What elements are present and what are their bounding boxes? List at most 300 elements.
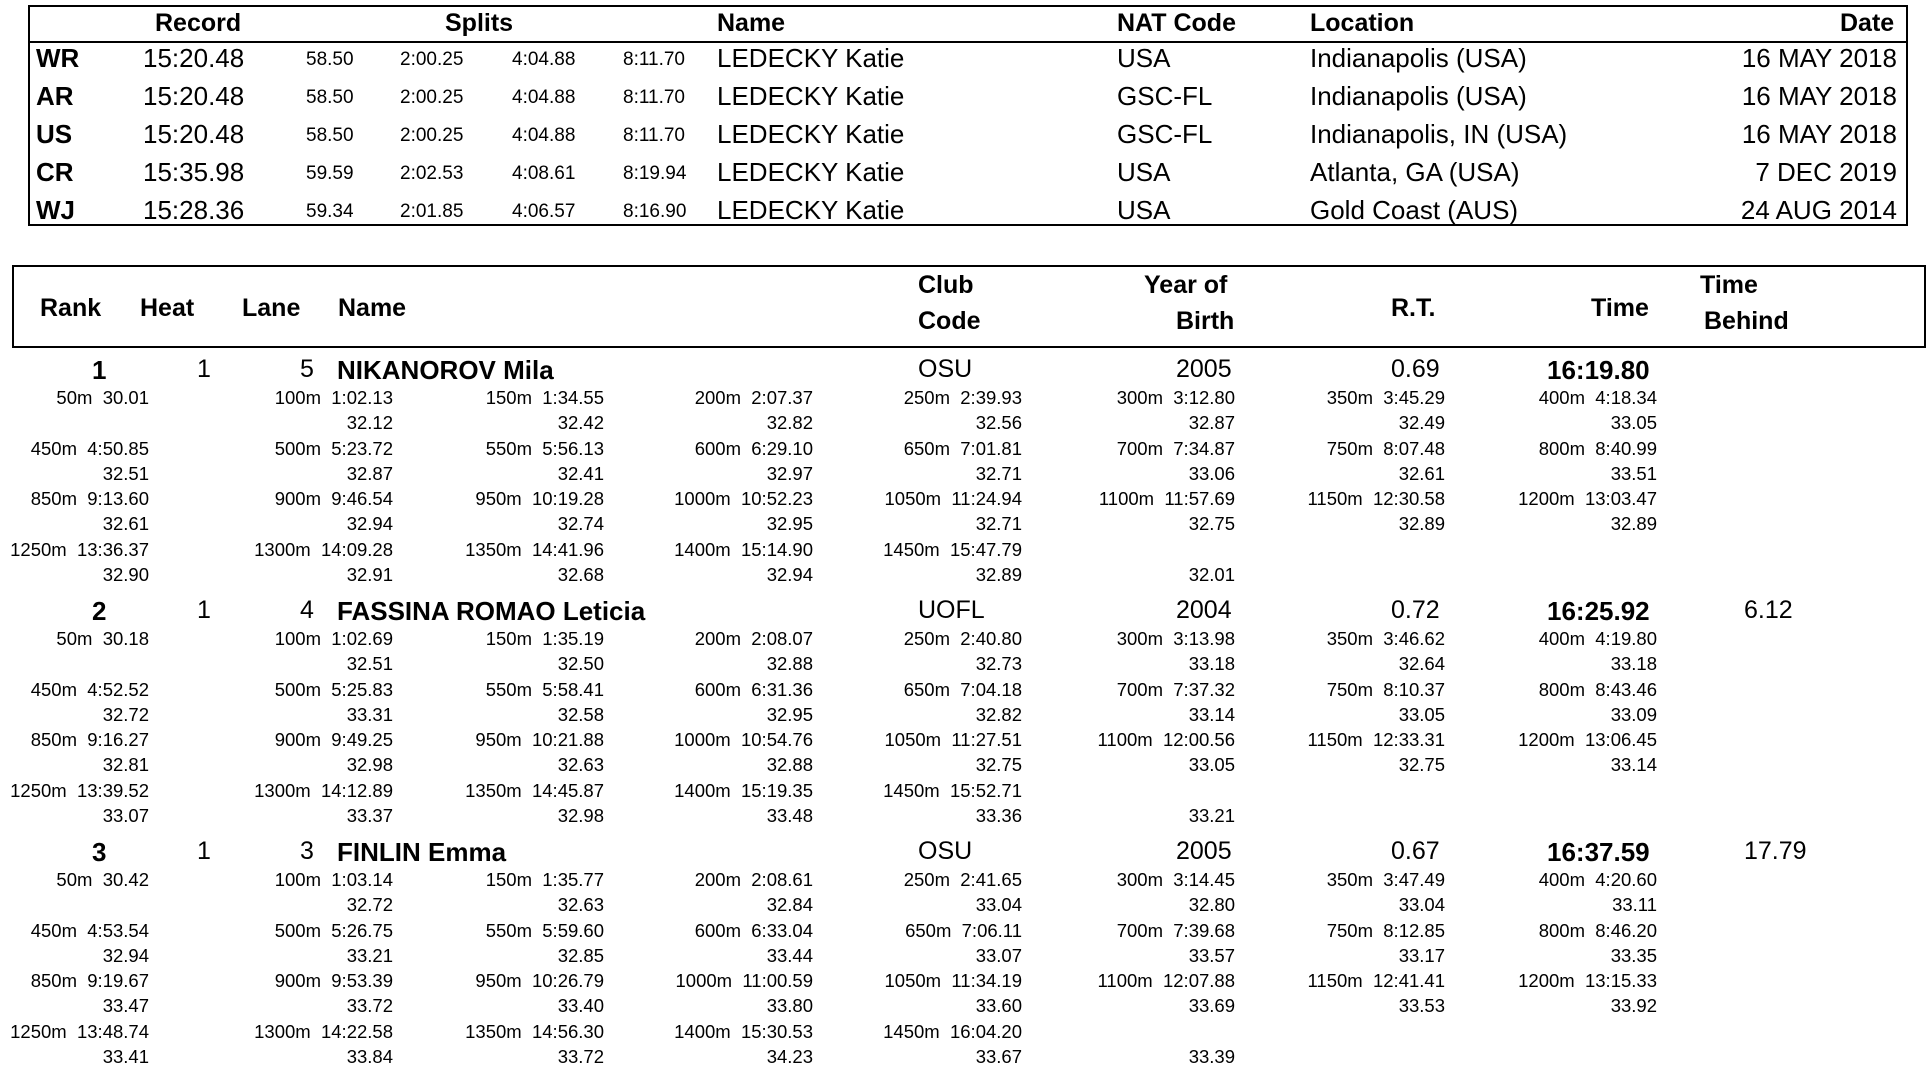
split-increment: 33.48: [766, 804, 813, 826]
record-split: 2:01.85: [400, 201, 464, 222]
results-header-heat: Heat: [140, 294, 195, 322]
split-time: 1:35.77: [542, 869, 604, 890]
split-cumulative: [0, 630, 149, 649]
split-distance: 1300m: [254, 538, 311, 560]
split-increment: 32.73: [975, 653, 1022, 674]
split-cumulative: [1005, 678, 1235, 700]
split-distance: 1050m: [884, 488, 942, 509]
swimmer-yob: 2005: [1176, 837, 1232, 865]
split-cumulative: [163, 972, 393, 991]
split-cumulative: [374, 437, 604, 459]
split-time: 14:09.28: [320, 538, 393, 560]
split-increment: 33.04: [975, 894, 1022, 915]
split-increment: 33.21: [346, 944, 393, 966]
split-distance: 200m: [694, 628, 741, 649]
split-increment: 33.31: [346, 703, 393, 725]
split-time: 15:19.35: [740, 779, 813, 801]
split-distance: 600m: [694, 437, 741, 459]
split-time: 30.01: [102, 387, 149, 408]
split-distance: 1400m: [674, 538, 731, 560]
split-time: 7:37.32: [1173, 678, 1235, 700]
split-distance: 650m: [903, 437, 950, 459]
split-distance: 100m: [274, 628, 321, 649]
split-distance: 550m: [485, 919, 532, 941]
split-time: 10:26.79: [531, 970, 604, 991]
split-distance: 250m: [903, 628, 950, 649]
record-date: 16 MAY 2018: [1741, 119, 1897, 149]
split-time: 9:13.60: [87, 488, 149, 509]
split-increment: 32.91: [346, 563, 393, 585]
records-header-nat-code: NAT Code: [1117, 9, 1236, 37]
split-increment: 33.05: [1398, 703, 1445, 725]
split-cumulative: [792, 389, 1022, 408]
split-distance: 150m: [485, 387, 532, 408]
split-cumulative: [1427, 490, 1657, 509]
split-distance: 1450m: [883, 538, 940, 560]
split-distance: 450m: [30, 437, 77, 459]
split-increment: 32.75: [1398, 754, 1445, 775]
swimmer-rank: 3: [92, 837, 107, 867]
split-distance: 50m: [56, 387, 93, 408]
split-increment: 32.88: [766, 653, 813, 674]
split-increment: 33.37: [346, 804, 393, 826]
split-cumulative: [792, 437, 1022, 459]
split-increment: 33.44: [766, 944, 813, 966]
split-time: 11:34.19: [951, 970, 1022, 991]
split-time: 14:22.58: [320, 1020, 393, 1042]
split-cumulative: [163, 538, 393, 560]
record-split: 8:19.94: [623, 163, 687, 184]
split-cumulative: [1005, 1023, 1235, 1042]
split-distance: 750m: [1326, 678, 1373, 700]
split-time: 8:40.99: [1595, 437, 1657, 459]
split-cumulative: [1215, 437, 1445, 459]
record-time: 15:20.48: [143, 81, 245, 111]
split-increment: 33.05: [1610, 412, 1657, 433]
split-cumulative: [0, 678, 149, 700]
split-time: 15:47.79: [949, 538, 1022, 560]
split-increment: 33.51: [1610, 462, 1657, 484]
record-code: US: [36, 119, 73, 149]
split-increment: 33.06: [1188, 462, 1235, 484]
split-distance: 750m: [1326, 919, 1373, 941]
swimmer-name: NIKANOROV Mila: [337, 355, 554, 385]
record-nat-code: USA: [1117, 195, 1171, 225]
split-time: 7:06.11: [961, 919, 1022, 941]
split-increment: 32.81: [102, 754, 149, 775]
record-split: 8:11.70: [623, 125, 685, 146]
swimmer-name: FINLIN Emma: [337, 837, 507, 867]
results-header-club-line1: Club: [918, 271, 974, 299]
split-cumulative: [374, 678, 604, 700]
split-time: 4:20.60: [1595, 869, 1657, 890]
split-cumulative: [163, 490, 393, 509]
record-code: AR: [36, 81, 74, 111]
split-time: 6:33.04: [751, 919, 813, 941]
split-cumulative: [1005, 389, 1235, 408]
split-cumulative: [0, 779, 149, 801]
record-split: 59.34: [306, 201, 354, 222]
record-holder-name: LEDECKY Katie: [717, 119, 905, 149]
split-distance: 1400m: [674, 1020, 731, 1042]
split-distance: 1400m: [674, 779, 731, 801]
swimmer-club: OSU: [918, 837, 973, 865]
split-distance: 650m: [905, 919, 952, 941]
split-increment: 32.42: [557, 412, 604, 433]
records-header-name: Name: [717, 9, 786, 37]
split-time: 12:00.56: [1162, 729, 1235, 750]
split-time: 14:56.30: [531, 1020, 604, 1042]
split-time: 3:47.49: [1383, 869, 1445, 890]
split-distance: 1100m: [1097, 970, 1153, 991]
split-distance: 1000m: [674, 729, 731, 750]
split-distance: 350m: [1326, 628, 1373, 649]
split-cumulative: [1005, 972, 1235, 991]
swimmer-reaction-time: 0.69: [1391, 355, 1440, 383]
results-header-behind-line1: Time: [1700, 271, 1758, 299]
split-cumulative: [0, 731, 149, 750]
record-holder-name: LEDECKY Katie: [717, 195, 905, 225]
split-increment: 32.61: [102, 513, 149, 534]
record-split: 2:00.25: [400, 87, 464, 108]
split-increment: 32.98: [346, 754, 393, 775]
results-header-yob-line1: Year of: [1144, 271, 1228, 299]
swimmer-yob: 2004: [1176, 596, 1232, 624]
record-code: CR: [36, 157, 74, 187]
split-time: 30.18: [102, 628, 149, 649]
split-distance: 200m: [694, 869, 741, 890]
split-distance: 400m: [1538, 628, 1585, 649]
split-time: 7:39.68: [1173, 919, 1235, 941]
split-time: 10:21.88: [531, 729, 604, 750]
split-distance: 550m: [485, 678, 532, 700]
split-increment: 33.18: [1188, 653, 1235, 674]
swimmer-lane: 3: [300, 837, 314, 865]
record-location: Indianapolis, IN (USA): [1310, 119, 1568, 149]
split-distance: 500m: [274, 919, 321, 941]
records-header-divider: [28, 41, 1908, 43]
split-distance: 450m: [30, 678, 77, 700]
split-increment: 33.07: [102, 804, 149, 826]
split-distance: 1350m: [465, 1020, 522, 1042]
split-cumulative: [0, 437, 149, 459]
split-increment: 32.90: [102, 563, 149, 585]
split-cumulative: [1215, 731, 1445, 750]
split-time: 12:41.41: [1372, 970, 1445, 991]
record-time: 15:35.98: [143, 157, 245, 187]
split-cumulative: [163, 389, 393, 408]
split-cumulative: [1215, 972, 1445, 991]
split-time: 14:41.96: [531, 538, 604, 560]
split-time: 13:03.47: [1584, 488, 1657, 509]
split-distance: 950m: [475, 729, 522, 750]
split-time: 4:19.80: [1595, 628, 1657, 649]
split-distance: 1100m: [1097, 729, 1153, 750]
split-cumulative: [1215, 678, 1445, 700]
record-split: 4:06.57: [512, 201, 576, 222]
split-distance: 1250m: [10, 779, 67, 801]
split-time: 13:06.45: [1584, 729, 1657, 750]
split-increment: 33.35: [1610, 944, 1657, 966]
split-distance: 100m: [274, 387, 321, 408]
split-cumulative: [1215, 389, 1445, 408]
split-cumulative: [583, 1020, 813, 1042]
split-cumulative: [163, 779, 393, 801]
split-distance: 200m: [694, 387, 741, 408]
split-time: 11:24.94: [951, 488, 1022, 509]
results-header-rank: Rank: [40, 294, 102, 322]
split-time: 12:07.88: [1162, 970, 1235, 991]
split-time: 12:30.58: [1372, 488, 1445, 509]
split-distance: 300m: [1116, 869, 1163, 890]
split-time: 2:08.07: [751, 628, 813, 649]
record-nat-code: USA: [1117, 157, 1171, 187]
split-cumulative: [583, 871, 813, 890]
split-time: 1:35.19: [542, 628, 604, 649]
split-increment: 33.67: [975, 1045, 1022, 1067]
split-increment: 33.40: [557, 995, 604, 1016]
split-time: 3:46.62: [1383, 628, 1445, 649]
split-cumulative: [583, 919, 813, 941]
swimmer-heat: 1: [197, 837, 211, 865]
split-increment: 33.57: [1188, 944, 1235, 966]
split-distance: 1350m: [465, 779, 522, 801]
split-time: 2:40.80: [960, 628, 1022, 649]
split-cumulative: [1427, 437, 1657, 459]
split-increment: 33.53: [1398, 995, 1445, 1016]
record-holder-name: LEDECKY Katie: [717, 43, 905, 73]
split-cumulative: [792, 1020, 1022, 1042]
split-time: 5:59.60: [542, 919, 604, 941]
split-time: 3:12.80: [1173, 387, 1235, 408]
split-distance: 850m: [30, 729, 77, 750]
split-cumulative: [1005, 919, 1235, 941]
swimmer-final-time: 16:19.80: [1547, 355, 1650, 385]
split-cumulative: [792, 779, 1022, 801]
split-cumulative: [792, 678, 1022, 700]
split-time: 1:03.14: [331, 869, 393, 890]
split-increment: 33.39: [1188, 1045, 1235, 1067]
split-distance: 850m: [30, 970, 77, 991]
swimmer-reaction-time: 0.67: [1391, 837, 1440, 865]
split-increment: 32.75: [1188, 513, 1235, 534]
split-increment: 32.58: [557, 703, 604, 725]
record-time: 15:20.48: [143, 43, 245, 73]
split-increment: 33.36: [975, 804, 1022, 826]
split-cumulative: [1427, 630, 1657, 649]
split-time: 5:58.41: [542, 678, 604, 700]
record-split: 8:16.90: [623, 201, 687, 222]
results-header-time: Time: [1591, 294, 1649, 322]
record-location: Atlanta, GA (USA): [1310, 157, 1520, 187]
split-cumulative: [1215, 490, 1445, 509]
split-distance: 1150m: [1307, 970, 1363, 991]
record-code: WR: [36, 43, 80, 73]
record-holder-name: LEDECKY Katie: [717, 157, 905, 187]
split-cumulative: [1427, 731, 1657, 750]
split-time: 8:10.37: [1383, 678, 1445, 700]
split-cumulative: [583, 538, 813, 560]
split-increment: 32.88: [766, 754, 813, 775]
split-distance: 100m: [274, 869, 321, 890]
record-split: 4:08.61: [512, 163, 576, 184]
split-time: 7:04.18: [960, 678, 1022, 700]
split-time: 8:46.20: [1595, 919, 1657, 941]
record-split: 2:00.25: [400, 49, 464, 70]
split-increment: 32.63: [557, 894, 604, 915]
split-distance: 400m: [1538, 387, 1585, 408]
split-time: 10:52.23: [740, 488, 813, 509]
split-cumulative: [1215, 919, 1445, 941]
split-distance: 1050m: [884, 970, 942, 991]
split-distance: 1300m: [254, 1020, 311, 1042]
split-increment: 32.82: [766, 412, 813, 433]
record-split: 8:11.70: [623, 87, 685, 108]
split-cumulative: [583, 630, 813, 649]
record-holder-name: LEDECKY Katie: [717, 81, 905, 111]
split-time: 3:13.98: [1173, 628, 1235, 649]
split-increment: 32.63: [557, 754, 604, 775]
split-increment: 32.82: [975, 703, 1022, 725]
split-increment: 32.71: [975, 513, 1022, 534]
split-cumulative: [374, 538, 604, 560]
split-distance: 500m: [274, 437, 321, 459]
split-cumulative: [1005, 871, 1235, 890]
split-distance: 950m: [475, 488, 522, 509]
split-cumulative: [0, 490, 149, 509]
split-time: 1:34.55: [542, 387, 604, 408]
split-cumulative: [374, 630, 604, 649]
split-time: 13:36.37: [76, 538, 149, 560]
split-distance: 350m: [1326, 387, 1373, 408]
split-cumulative: [792, 490, 1022, 509]
split-distance: 1150m: [1307, 488, 1363, 509]
record-code: WJ: [36, 195, 75, 225]
split-distance: 400m: [1538, 869, 1585, 890]
split-time: 9:46.54: [331, 488, 393, 509]
split-cumulative: [583, 731, 813, 750]
split-distance: 50m: [56, 869, 93, 890]
record-date: 7 DEC 2019: [1755, 157, 1897, 187]
split-time: 4:53.54: [87, 919, 149, 941]
split-cumulative: [1427, 389, 1657, 408]
split-time: 4:18.34: [1595, 387, 1657, 408]
split-cumulative: [792, 538, 1022, 560]
split-increment: 33.04: [1398, 894, 1445, 915]
swimmer-reaction-time: 0.72: [1391, 596, 1440, 624]
split-time: 2:39.93: [960, 387, 1022, 408]
split-time: 2:08.61: [751, 869, 813, 890]
split-distance: 800m: [1538, 919, 1585, 941]
split-increment: 33.07: [975, 944, 1022, 966]
swimmer-heat: 1: [197, 596, 211, 624]
split-cumulative: [1215, 630, 1445, 649]
split-increment: 32.84: [766, 894, 813, 915]
split-cumulative: [1215, 871, 1445, 890]
split-distance: 350m: [1326, 869, 1373, 890]
split-increment: 32.56: [975, 412, 1022, 433]
split-time: 30.42: [102, 869, 149, 890]
split-cumulative: [374, 871, 604, 890]
split-distance: 600m: [694, 919, 741, 941]
record-time: 15:28.36: [143, 195, 245, 225]
split-increment: 33.21: [1188, 804, 1235, 826]
split-increment: 33.14: [1610, 754, 1657, 775]
split-distance: 150m: [485, 869, 532, 890]
split-distance: 1200m: [1518, 729, 1575, 750]
split-increment: 33.41: [102, 1045, 149, 1067]
split-time: 8:12.85: [1383, 919, 1445, 941]
split-distance: 900m: [274, 488, 321, 509]
split-increment: 33.47: [102, 995, 149, 1016]
split-time: 13:48.74: [76, 1020, 149, 1042]
record-location: Gold Coast (AUS): [1310, 195, 1519, 225]
results-header-rt: R.T.: [1391, 294, 1436, 322]
split-time: 1:02.69: [331, 628, 393, 649]
swimmer-final-time: 16:37.59: [1547, 837, 1650, 867]
split-increment: 33.17: [1398, 944, 1445, 966]
records-header-location: Location: [1310, 9, 1415, 37]
split-cumulative: [1427, 972, 1657, 991]
split-cumulative: [163, 630, 393, 649]
split-time: 4:52.52: [87, 678, 149, 700]
split-increment: 32.51: [346, 653, 393, 674]
split-distance: 900m: [274, 970, 321, 991]
split-increment: 32.87: [1188, 412, 1235, 433]
split-cumulative: [374, 779, 604, 801]
split-distance: 800m: [1538, 437, 1585, 459]
swimmer-lane: 4: [300, 596, 314, 624]
split-distance: 150m: [485, 628, 532, 649]
split-distance: 1200m: [1518, 488, 1575, 509]
swimmer-club: OSU: [918, 355, 973, 383]
split-increment: 32.94: [102, 944, 149, 966]
split-cumulative: [792, 972, 1022, 991]
results-header-club-line2: Code: [918, 307, 981, 335]
records-header-record: Record: [155, 9, 242, 37]
split-time: 13:15.33: [1584, 970, 1657, 991]
split-cumulative: [374, 972, 604, 991]
split-cumulative: [163, 437, 393, 459]
split-time: 13:39.52: [76, 779, 149, 801]
swimmer-yob: 2005: [1176, 355, 1232, 383]
record-nat-code: USA: [1117, 43, 1171, 73]
split-cumulative: [374, 731, 604, 750]
record-location: Indianapolis (USA): [1310, 43, 1527, 73]
record-split: 2:02.53: [400, 163, 464, 184]
record-split: 2:00.25: [400, 125, 464, 146]
split-increment: 33.84: [346, 1045, 393, 1067]
split-distance: 600m: [694, 678, 741, 700]
split-cumulative: [792, 731, 1022, 750]
split-distance: 800m: [1538, 678, 1585, 700]
split-increment: 32.89: [1610, 513, 1657, 534]
split-time: 2:41.65: [960, 869, 1022, 890]
swimmer-time-behind: 6.12: [1744, 596, 1793, 624]
split-distance: 700m: [1116, 919, 1163, 941]
split-increment: 32.85: [557, 944, 604, 966]
split-increment: 32.01: [1188, 563, 1235, 585]
split-increment: 33.72: [346, 995, 393, 1016]
split-increment: 32.87: [346, 462, 393, 484]
split-time: 11:57.69: [1164, 488, 1235, 509]
split-distance: 50m: [56, 628, 93, 649]
split-time: 7:34.87: [1173, 437, 1235, 459]
split-cumulative: [1005, 782, 1235, 801]
split-distance: 1350m: [465, 538, 522, 560]
split-time: 15:52.71: [949, 779, 1022, 801]
record-split: 58.50: [306, 125, 354, 146]
